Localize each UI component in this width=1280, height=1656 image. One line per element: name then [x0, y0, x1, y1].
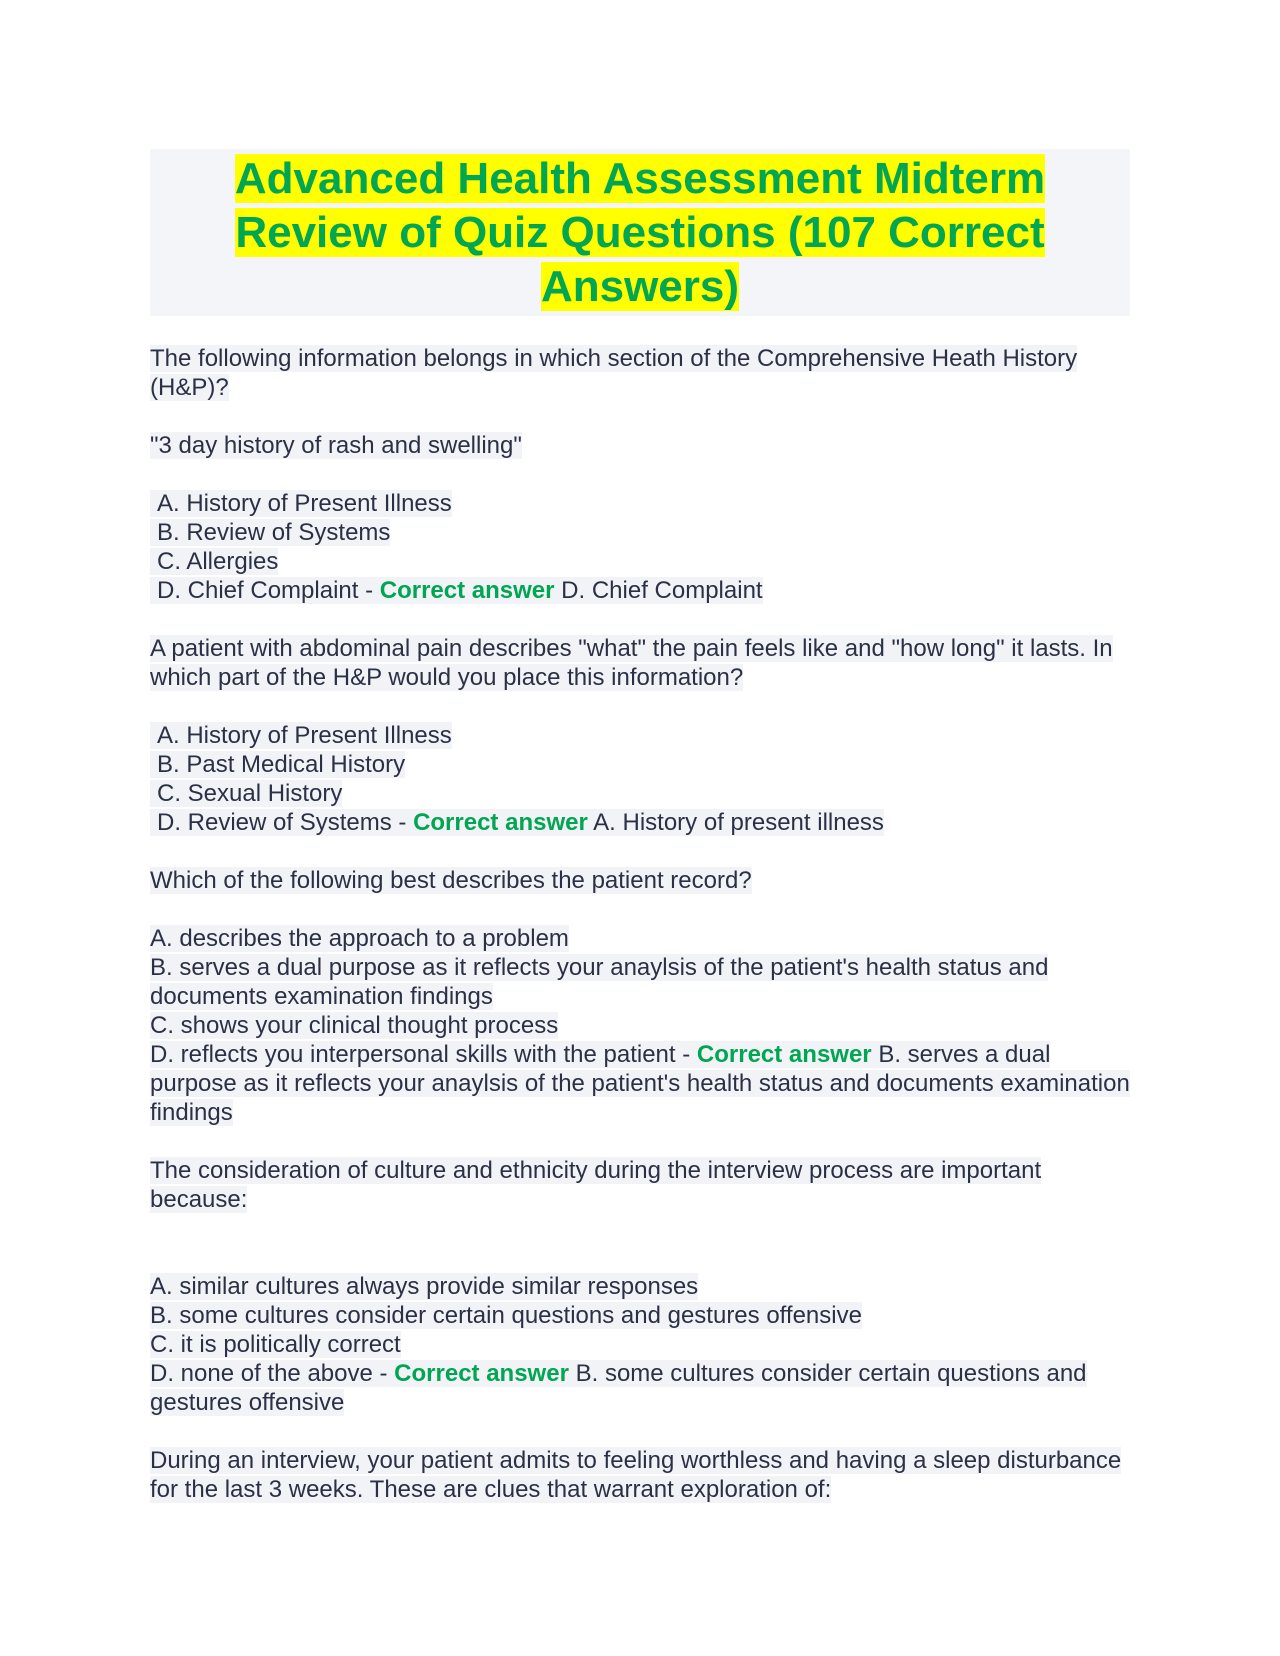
- option-d: D. Review of Systems -: [157, 809, 407, 836]
- correct-answer-label: Correct answer: [379, 577, 555, 604]
- correct-answer-label: Correct answer: [413, 809, 588, 836]
- answer-text: A. History of present illness: [593, 809, 884, 836]
- option-a: A. describes the approach to a problem: [150, 925, 569, 952]
- answer-text: B. serves a dual purpose as it reflects your anaylsis of the patient's health status and documents examination findings: [150, 1041, 1130, 1126]
- option-d: D. Chief Complaint -: [157, 577, 374, 604]
- option-c: C. shows your clinical thought process: [150, 1012, 559, 1039]
- question-quote: "3 day history of rash and swelling": [150, 432, 522, 459]
- question-stem: Which of the following best describes the patient record?: [150, 867, 752, 894]
- option-b: B. serves a dual purpose as it reflects your anaylsis of the patient's health status and documents examination findings: [150, 954, 1049, 1010]
- question-stem: The following information belongs in which section of the Comprehensive Heath History (H&P)?: [150, 345, 1078, 401]
- option-a: A. History of Present Illness: [150, 490, 452, 517]
- question-4: [150, 1156, 1130, 1417]
- answer-text: B. some cultures consider certain questions and gestures offensive: [150, 1360, 1087, 1416]
- question-2: [150, 634, 1130, 837]
- option-d: D. none of the above -: [150, 1360, 388, 1387]
- question-stem: The consideration of culture and ethnicity during the interview process are important because:: [150, 1157, 1042, 1213]
- blank-line: [150, 1243, 1130, 1272]
- document-page: [150, 149, 1130, 1533]
- title-block: [150, 149, 1130, 316]
- question-5: [150, 1446, 1130, 1504]
- option-a: A. similar cultures always provide similar responses: [150, 1273, 699, 1300]
- option-c: C. it is politically correct: [150, 1331, 401, 1358]
- question-stem: A patient with abdominal pain describes "what" the pain feels like and "how long" it lasts. In which part of the H&P would you place this information?: [150, 635, 1113, 691]
- correct-answer-label: Correct answer: [696, 1041, 872, 1068]
- option-a: A. History of Present Illness: [150, 722, 452, 749]
- question-3: [150, 866, 1130, 1127]
- correct-answer-label: Correct answer: [394, 1360, 569, 1387]
- option-b: B. Past Medical History: [150, 751, 405, 778]
- option-d: D. reflects you interpersonal skills with the patient -: [150, 1041, 691, 1068]
- option-c: C. Allergies: [150, 548, 278, 575]
- option-b: B. Review of Systems: [150, 519, 390, 546]
- document-title: Advanced Health Assessment Midterm Review of Quiz Questions (107 Correct Answers): [234, 154, 1046, 311]
- question-1: [150, 344, 1130, 605]
- option-c: C. Sexual History: [150, 780, 342, 807]
- option-b: B. some cultures consider certain questions and gestures offensive: [150, 1302, 862, 1329]
- question-stem: During an interview, your patient admits to feeling worthless and having a sleep disturbance for the last 3 weeks. These are clues that warrant exploration of:: [150, 1447, 1122, 1503]
- answer-text: D. Chief Complaint: [561, 577, 763, 604]
